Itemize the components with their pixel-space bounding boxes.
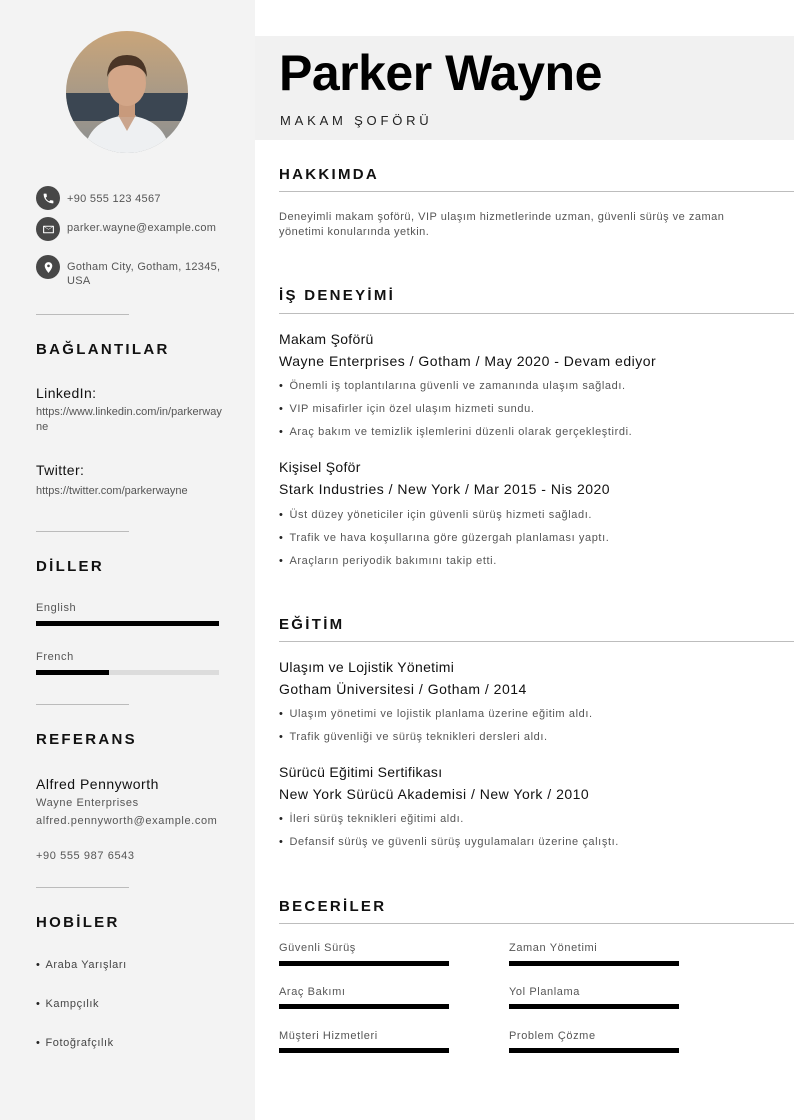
education-heading: EĞİTİM bbox=[279, 616, 345, 633]
language-level-bar bbox=[36, 621, 219, 626]
job-subtitle: Wayne Enterprises / Gotham / May 2020 - Devam ediyor bbox=[279, 353, 657, 369]
skill-name: Güvenli Sürüş bbox=[279, 942, 356, 954]
phone-text: +90 555 123 4567 bbox=[67, 193, 161, 205]
skill-level-bar bbox=[509, 961, 679, 966]
bullet-text: Trafik ve hava koşullarına göre güzergah planlaması yaptı. bbox=[289, 532, 610, 544]
skill-level-fill bbox=[509, 961, 679, 966]
education-bullet: • Ulaşım yönetimi ve lojistik planlama üzerine eğitim aldı. bbox=[279, 708, 593, 720]
skill-level-bar bbox=[279, 961, 449, 966]
sidebar-divider bbox=[36, 704, 129, 705]
experience-heading: İŞ DENEYİMİ bbox=[279, 287, 396, 304]
bullet-text: İleri sürüş teknikleri eğitimi aldı. bbox=[289, 813, 464, 825]
language-level-fill bbox=[36, 621, 219, 626]
language-name: English bbox=[36, 602, 77, 614]
bullet-text: Araç bakım ve temizlik işlemlerini düzenli olarak gerçekleştirdi. bbox=[289, 426, 633, 438]
skill-level-bar bbox=[509, 1048, 679, 1053]
twitter-label: Twitter: bbox=[36, 462, 85, 478]
job-title-heading: MAKAM ŞOFÖRÜ bbox=[280, 113, 433, 128]
links-heading: BAĞLANTILAR bbox=[36, 341, 170, 358]
bullet-text: Üst düzey yöneticiler için güvenli sürüş hizmeti sağladı. bbox=[289, 509, 593, 521]
skill-level-bar bbox=[279, 1048, 449, 1053]
sidebar-divider bbox=[36, 887, 129, 888]
job-subtitle: Stark Industries / New York / Mar 2015 - Nis 2020 bbox=[279, 481, 611, 497]
languages-heading: DİLLER bbox=[36, 558, 104, 575]
address-text: Gotham City, Gotham, 12345, USA bbox=[67, 261, 221, 287]
section-rule bbox=[279, 923, 794, 924]
skill-level-fill bbox=[279, 961, 449, 966]
skill-level-fill bbox=[509, 1048, 679, 1053]
section-rule bbox=[279, 191, 794, 192]
hobby-item: • Araba Yarışları bbox=[36, 959, 127, 971]
reference-company: Wayne Enterprises bbox=[36, 797, 139, 809]
job-bullet: • Üst düzey yöneticiler için güvenli sürüş hizmeti sağladı. bbox=[279, 509, 593, 521]
candidate-name: Parker Wayne bbox=[279, 45, 602, 101]
skill-name: Müşteri Hizmetleri bbox=[279, 1030, 378, 1042]
bullet-text: Önemli iş toplantılarına güvenli ve zamanında ulaşım sağladı. bbox=[289, 380, 626, 392]
bullet-text: Trafik güvenliği ve sürüş teknikleri dersleri aldı. bbox=[289, 731, 548, 743]
hobbies-heading: HOBİLER bbox=[36, 914, 120, 931]
bullet-text: Araçların periyodik bakımını takip etti. bbox=[289, 555, 497, 567]
skills-heading: BECERİLER bbox=[279, 898, 387, 915]
language-level-bar bbox=[36, 670, 219, 675]
education-subtitle: New York Sürücü Akademisi / New York / 2010 bbox=[279, 786, 590, 802]
skill-level-bar bbox=[509, 1004, 679, 1009]
education-title: Ulaşım ve Lojistik Yönetimi bbox=[279, 659, 455, 675]
linkedin-label: LinkedIn: bbox=[36, 385, 97, 401]
about-text: Deneyimli makam şoförü, VIP ulaşım hizmetlerinde uzman, güvenli sürüş ve zaman yönetimi konularında yetkin. bbox=[279, 211, 725, 238]
twitter-url[interactable]: https://twitter.com/parkerwayne bbox=[36, 485, 188, 497]
skill-level-bar bbox=[279, 1004, 449, 1009]
reference-phone: +90 555 987 6543 bbox=[36, 850, 135, 862]
contact-address bbox=[36, 255, 221, 288]
skill-level-fill bbox=[509, 1004, 679, 1009]
education-bullet: • Defansif sürüş ve güvenli sürüş uygulamaları üzerine çalıştı. bbox=[279, 836, 619, 848]
linkedin-url[interactable]: https://www.linkedin.com/in/parkerwayne bbox=[36, 406, 222, 433]
education-bullet: • İleri sürüş teknikleri eğitimi aldı. bbox=[279, 813, 464, 825]
job-bullet: • Trafik ve hava koşullarına göre güzergah planlaması yaptı. bbox=[279, 532, 610, 544]
section-rule bbox=[279, 641, 794, 642]
job-bullet: • Önemli iş toplantılarına güvenli ve zamanında ulaşım sağladı. bbox=[279, 380, 626, 392]
hobby-label: Fotoğrafçılık bbox=[45, 1037, 114, 1049]
job-bullet: • VIP misafirler için özel ulaşım hizmeti sundu. bbox=[279, 403, 535, 415]
bullet-text: VIP misafirler için özel ulaşım hizmeti sundu. bbox=[289, 403, 535, 415]
contact-phone bbox=[36, 186, 221, 210]
about-heading: HAKKIMDA bbox=[279, 166, 380, 183]
profile-photo bbox=[66, 31, 188, 153]
sidebar-divider bbox=[36, 531, 129, 532]
education-title: Sürücü Eğitimi Sertifikası bbox=[279, 764, 443, 780]
skill-name: Yol Planlama bbox=[509, 986, 581, 998]
skill-name: Araç Bakımı bbox=[279, 986, 346, 998]
hobby-item: • Kampçılık bbox=[36, 998, 100, 1010]
education-subtitle: Gotham Üniversitesi / Gotham / 2014 bbox=[279, 681, 527, 697]
skill-level-fill bbox=[279, 1004, 449, 1009]
mail-icon bbox=[36, 217, 60, 241]
job-bullet: • Araç bakım ve temizlik işlemlerini düzenli olarak gerçekleştirdi. bbox=[279, 426, 633, 438]
reference-email[interactable]: alfred.pennyworth@example.com bbox=[36, 815, 218, 827]
hobby-label: Kampçılık bbox=[45, 998, 100, 1010]
education-bullet: • Trafik güvenliği ve sürüş teknikleri dersleri aldı. bbox=[279, 731, 548, 743]
email-text[interactable]: parker.wayne@example.com bbox=[67, 222, 217, 234]
section-rule bbox=[279, 313, 794, 314]
contact-email bbox=[36, 217, 221, 241]
sidebar-divider bbox=[36, 314, 129, 315]
skill-level-fill bbox=[279, 1048, 449, 1053]
skill-name: Problem Çözme bbox=[509, 1030, 596, 1042]
location-pin-icon bbox=[36, 255, 60, 279]
bullet-text: Ulaşım yönetimi ve lojistik planlama üzerine eğitim aldı. bbox=[289, 708, 593, 720]
hobby-label: Araba Yarışları bbox=[45, 959, 127, 971]
job-bullet: • Araçların periyodik bakımını takip etti. bbox=[279, 555, 497, 567]
language-name: French bbox=[36, 651, 74, 663]
job-title: Makam Şoförü bbox=[279, 331, 374, 347]
reference-heading: REFERANS bbox=[36, 731, 137, 748]
language-level-fill bbox=[36, 670, 109, 675]
skill-name: Zaman Yönetimi bbox=[509, 942, 598, 954]
phone-icon bbox=[36, 186, 60, 210]
hobby-item: • Fotoğrafçılık bbox=[36, 1037, 114, 1049]
reference-name: Alfred Pennyworth bbox=[36, 776, 159, 792]
job-title: Kişisel Şoför bbox=[279, 459, 361, 475]
bullet-text: Defansif sürüş ve güvenli sürüş uygulamaları üzerine çalıştı. bbox=[289, 836, 619, 848]
